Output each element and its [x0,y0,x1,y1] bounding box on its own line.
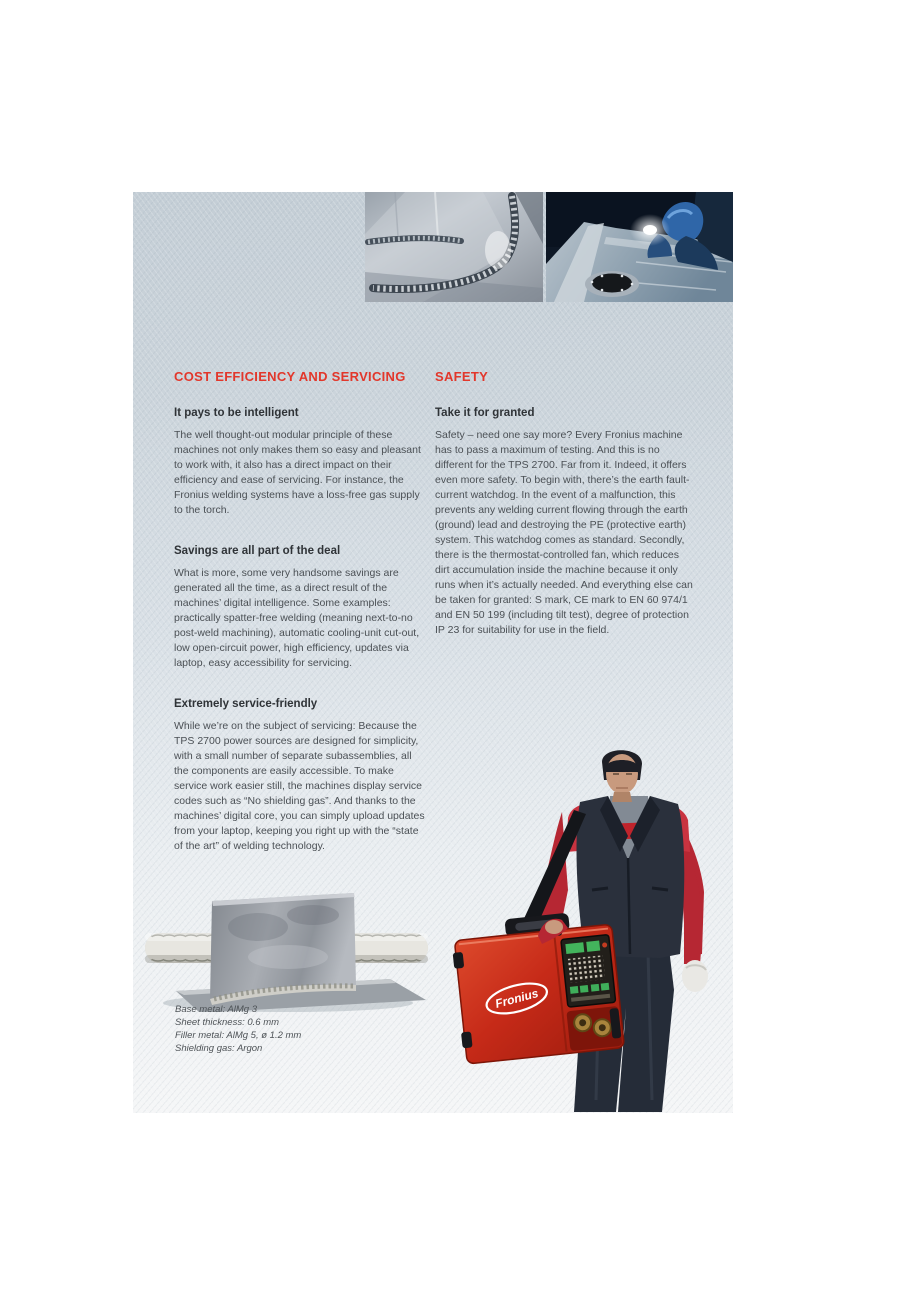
sample-caption [175,1003,301,1055]
right-column [435,369,694,665]
caption-line-filler-metal: Filler metal: AlMg 5, ø 1.2 mm [175,1030,302,1041]
subheading-savings: Savings are all part of the deal [174,545,341,557]
paragraph-intelligent: The well thought-out modular principle of these machines not only makes them so easy and pleasant to work with, it also has a direct impact on their efficiency and ease of servicing. For instance, the Fronius welding systems have a loss-free gas supply to the torch. [174,429,421,516]
paragraph-savings: What is more, some very handsome savings are generated all the time, as a direct result of the machines’ digital intelligence. Some examples: practically spatter-free welding (meaning next-to-no post-weld machining), automatic cooling-unit cut-out, low open-circuit power, high efficiency, updates via laptop, easy accessibility for servicing. [174,567,420,669]
welding-work-photo [546,192,733,302]
subheading-granted: Take it for granted [435,407,535,419]
weld-closeup-photo [365,192,543,302]
caption-line-base-metal: Base metal: AlMg 3 [175,1004,258,1015]
machine-control-panel [561,935,616,1008]
caption-line-sheet-thickness: Sheet thickness: 0.6 mm [175,1017,280,1028]
subheading-service-friendly: Extremely service-friendly [174,698,318,710]
section-heading-safety: SAFETY [435,369,489,384]
section-heading-cost: COST EFFICIENCY AND SERVICING [174,369,406,384]
caption-line-shielding-gas: Shielding gas: Argon [175,1043,263,1054]
fronius-logo-text: Fronius [493,986,540,1011]
left-column [174,369,427,881]
subheading-intelligent: It pays to be intelligent [174,407,299,419]
paragraph-service-friendly: While we’re on the subject of servicing: Because the TPS 2700 power sources are designed for simplicity, with a small number of separate subassemblies, all the components are easily accessible. To make service work easier still, the machines display service codes such as “No shielding gas”. And thanks to the machines’ digital core, you can simply upload updates from your laptop, keeping you right up with the “state of the art” of welding technology. [174,720,425,852]
technician-photo [450,740,733,1113]
paragraph-safety: Safety – need one say more? Every Fronius machine has to pass a maximum of testing. And this is no different for the TPS 2700. Far from it. Indeed, it offers even more safety. To begin with, there’s the earth fault-current watchdog. In the event of a malfunction, this prevents any welding current flowing through the earth (ground) lead and destroying the PE (protective earth) system. This watchdog comes as standard. Secondly, there is the thermostat-controlled fan, which reduces dirt accumulation inside the machine because it only runs when it’s actually needed. And everything else can be taken for granted: S mark, CE mark to EN 60 974/1 and EN 50 199 (including tilt test), degree of protection IP 23 for suitability for use in the field. [435,429,693,636]
content-panel [133,192,733,1113]
machine-connectors [566,1006,622,1051]
weld-sample-photo [138,887,433,1012]
